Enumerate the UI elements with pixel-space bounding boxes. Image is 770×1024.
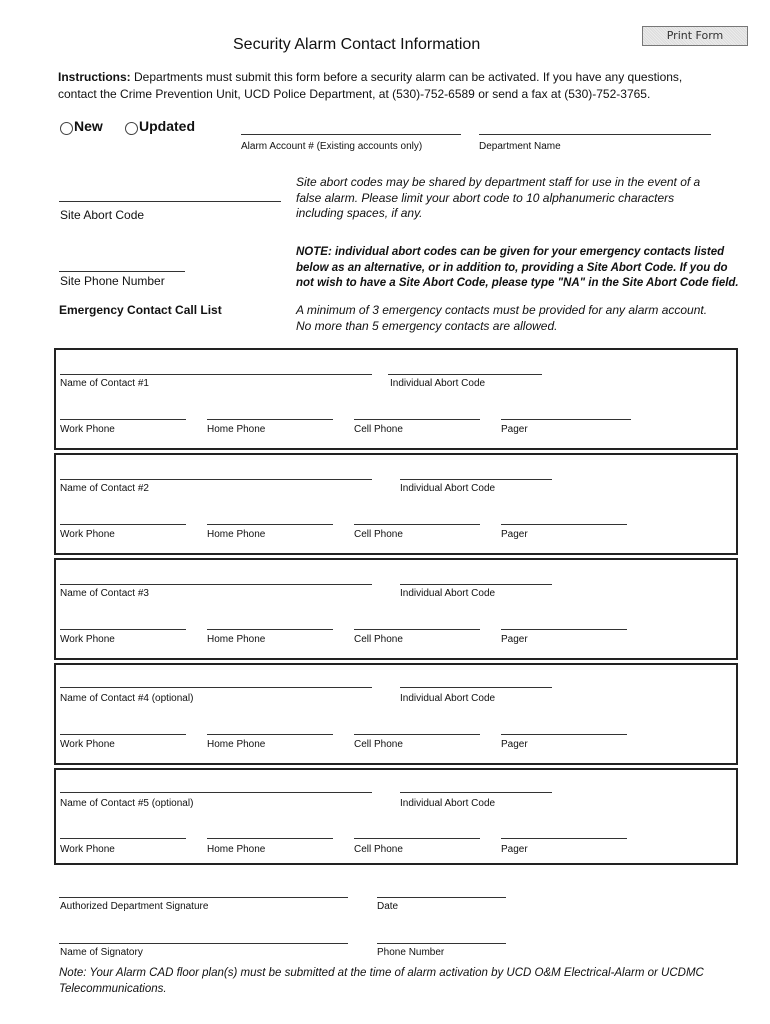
contact-4-cell-label: Cell Phone bbox=[354, 739, 403, 750]
new-radio-label: New bbox=[74, 118, 103, 134]
contact-5-home-label: Home Phone bbox=[207, 844, 266, 855]
abort-code-note-line-1: NOTE: individual abort codes can be given for your emergency contacts listed bbox=[296, 246, 725, 258]
updated-radio-label: Updated bbox=[139, 118, 195, 134]
phone-number-field[interactable] bbox=[377, 943, 506, 944]
contact-2-home-field[interactable] bbox=[207, 524, 333, 525]
abort-code-note bbox=[296, 245, 761, 292]
contact-4-work-field[interactable] bbox=[60, 734, 186, 735]
contact-5-home-field[interactable] bbox=[207, 838, 333, 839]
contact-2-cell-field[interactable] bbox=[354, 524, 480, 525]
contact-1-cell-label: Cell Phone bbox=[354, 424, 403, 435]
contact-4-home-field[interactable] bbox=[207, 734, 333, 735]
contact-1-home-label: Home Phone bbox=[207, 424, 266, 435]
phone-number-label: Phone Number bbox=[377, 947, 445, 958]
minimum-contacts-note bbox=[296, 303, 756, 334]
contact-4-abort-field[interactable] bbox=[400, 687, 552, 688]
alarm-account-field[interactable] bbox=[241, 134, 461, 135]
contact-1-name-field[interactable] bbox=[60, 374, 372, 375]
contact-4-pager-label: Pager bbox=[501, 739, 528, 750]
contact-1-cell-field[interactable] bbox=[354, 419, 480, 420]
contact-box-1 bbox=[54, 348, 738, 450]
footer-note-line-2: Telecommunications. bbox=[59, 982, 167, 995]
instructions-text-2: contact the Crime Prevention Unit, UCD Police Department, at (530)-752-6589 or send a fax at (530)-752-3765. bbox=[58, 87, 651, 101]
contact-2-abort-label: Individual Abort Code bbox=[400, 483, 496, 494]
site-abort-code-field[interactable] bbox=[59, 201, 281, 202]
contact-5-pager-field[interactable] bbox=[501, 838, 627, 839]
contact-4-cell-field[interactable] bbox=[354, 734, 480, 735]
contact-2-abort-field[interactable] bbox=[400, 479, 552, 480]
footer-note bbox=[59, 966, 764, 997]
minimum-contacts-note-line-1: A minimum of 3 emergency contacts must be provided for any alarm account. bbox=[296, 303, 708, 317]
site-abort-code-label: Site Abort Code bbox=[60, 208, 145, 222]
site-abort-note-line-3: including spaces, if any. bbox=[296, 206, 423, 220]
site-abort-note-line-1: Site abort codes may be shared by department staff for use in the event of a bbox=[296, 175, 701, 189]
contact-3-name-label: Name of Contact #3 bbox=[60, 588, 149, 599]
contact-2-work-label: Work Phone bbox=[60, 529, 115, 540]
contact-1-pager-label: Pager bbox=[501, 424, 528, 435]
contact-2-home-label: Home Phone bbox=[207, 529, 266, 540]
department-name-field[interactable] bbox=[479, 134, 711, 135]
contact-3-work-field[interactable] bbox=[60, 629, 186, 630]
contact-3-pager-label: Pager bbox=[501, 634, 528, 645]
contact-3-home-label: Home Phone bbox=[207, 634, 266, 645]
contact-1-home-field[interactable] bbox=[207, 419, 333, 420]
contact-5-name-label: Name of Contact #5 (optional) bbox=[60, 798, 194, 809]
contact-1-work-label: Work Phone bbox=[60, 424, 115, 435]
contact-5-cell-label: Cell Phone bbox=[354, 844, 403, 855]
contact-1-pager-field[interactable] bbox=[501, 419, 631, 420]
signatory-field[interactable] bbox=[59, 943, 348, 944]
site-phone-field[interactable] bbox=[59, 271, 185, 272]
contact-5-work-field[interactable] bbox=[60, 838, 186, 839]
contact-4-abort-label: Individual Abort Code bbox=[400, 693, 496, 704]
contact-2-pager-label: Pager bbox=[501, 529, 528, 540]
contact-5-pager-label: Pager bbox=[501, 844, 528, 855]
contact-box-4 bbox=[54, 663, 738, 765]
contact-2-name-label: Name of Contact #2 bbox=[60, 483, 149, 494]
contact-3-cell-label: Cell Phone bbox=[354, 634, 403, 645]
instructions-text-1: Departments must submit this form before a security alarm can be activated. If you have any questions, bbox=[130, 70, 683, 84]
contact-5-name-field[interactable] bbox=[60, 792, 372, 793]
contact-5-abort-field[interactable] bbox=[400, 792, 552, 793]
site-phone-label: Site Phone Number bbox=[60, 274, 165, 288]
contact-3-abort-field[interactable] bbox=[400, 584, 552, 585]
department-name-label: Department Name bbox=[479, 141, 561, 152]
contact-2-pager-field[interactable] bbox=[501, 524, 627, 525]
site-abort-note bbox=[296, 175, 756, 222]
contact-2-work-field[interactable] bbox=[60, 524, 186, 525]
contact-box-2 bbox=[54, 453, 738, 555]
new-radio[interactable] bbox=[60, 122, 73, 135]
contact-2-name-field[interactable] bbox=[60, 479, 372, 480]
contact-4-name-label: Name of Contact #4 (optional) bbox=[60, 693, 194, 704]
contact-5-cell-field[interactable] bbox=[354, 838, 480, 839]
contact-3-home-field[interactable] bbox=[207, 629, 333, 630]
abort-code-note-line-3: not wish to have a Site Abort Code, please type "NA" in the Site Abort Code field. bbox=[296, 277, 739, 289]
contact-box-5 bbox=[54, 768, 738, 865]
contact-3-name-field[interactable] bbox=[60, 584, 372, 585]
contact-3-pager-field[interactable] bbox=[501, 629, 627, 630]
contact-4-pager-field[interactable] bbox=[501, 734, 627, 735]
contact-3-abort-label: Individual Abort Code bbox=[400, 588, 496, 599]
contact-5-work-label: Work Phone bbox=[60, 844, 115, 855]
signatory-label: Name of Signatory bbox=[60, 947, 143, 958]
contact-3-work-label: Work Phone bbox=[60, 634, 115, 645]
print-form-button[interactable]: Print Form bbox=[642, 26, 748, 46]
date-label: Date bbox=[377, 901, 399, 912]
contact-1-name-label: Name of Contact #1 bbox=[60, 378, 149, 389]
contact-4-home-label: Home Phone bbox=[207, 739, 266, 750]
footer-note-line-1: Note: Your Alarm CAD floor plan(s) must be submitted at the time of alarm activation by UCD O&M Electrical-Alarm or UCDMC bbox=[59, 967, 704, 979]
date-field[interactable] bbox=[377, 897, 506, 898]
contact-2-cell-label: Cell Phone bbox=[354, 529, 403, 540]
alarm-account-label: Alarm Account # (Existing accounts only) bbox=[241, 141, 423, 152]
abort-code-note-line-2: below as an alternative, or in addition to, providing a Site Abort Code. If you do bbox=[296, 261, 728, 274]
contact-4-work-label: Work Phone bbox=[60, 739, 115, 750]
instructions-label: Instructions: bbox=[58, 70, 131, 84]
signature-label: Authorized Department Signature bbox=[60, 901, 209, 912]
contact-box-3 bbox=[54, 558, 738, 660]
contact-1-abort-field[interactable] bbox=[388, 374, 542, 375]
contact-4-name-field[interactable] bbox=[60, 687, 372, 688]
contact-5-abort-label: Individual Abort Code bbox=[400, 798, 496, 809]
minimum-contacts-note-line-2: No more than 5 emergency contacts are allowed. bbox=[296, 318, 558, 333]
instructions bbox=[58, 69, 758, 103]
contact-1-abort-label: Individual Abort Code bbox=[390, 378, 486, 389]
emergency-list-label: Emergency Contact Call List bbox=[59, 303, 222, 317]
site-abort-note-line-2: false alarm. Please limit your abort code to 10 alphanumeric characters bbox=[296, 190, 675, 205]
page-title: Security Alarm Contact Information bbox=[233, 36, 481, 53]
updated-radio[interactable] bbox=[125, 122, 138, 135]
contact-1-work-field[interactable] bbox=[60, 419, 186, 420]
signature-field[interactable] bbox=[59, 897, 348, 898]
contact-3-cell-field[interactable] bbox=[354, 629, 480, 630]
